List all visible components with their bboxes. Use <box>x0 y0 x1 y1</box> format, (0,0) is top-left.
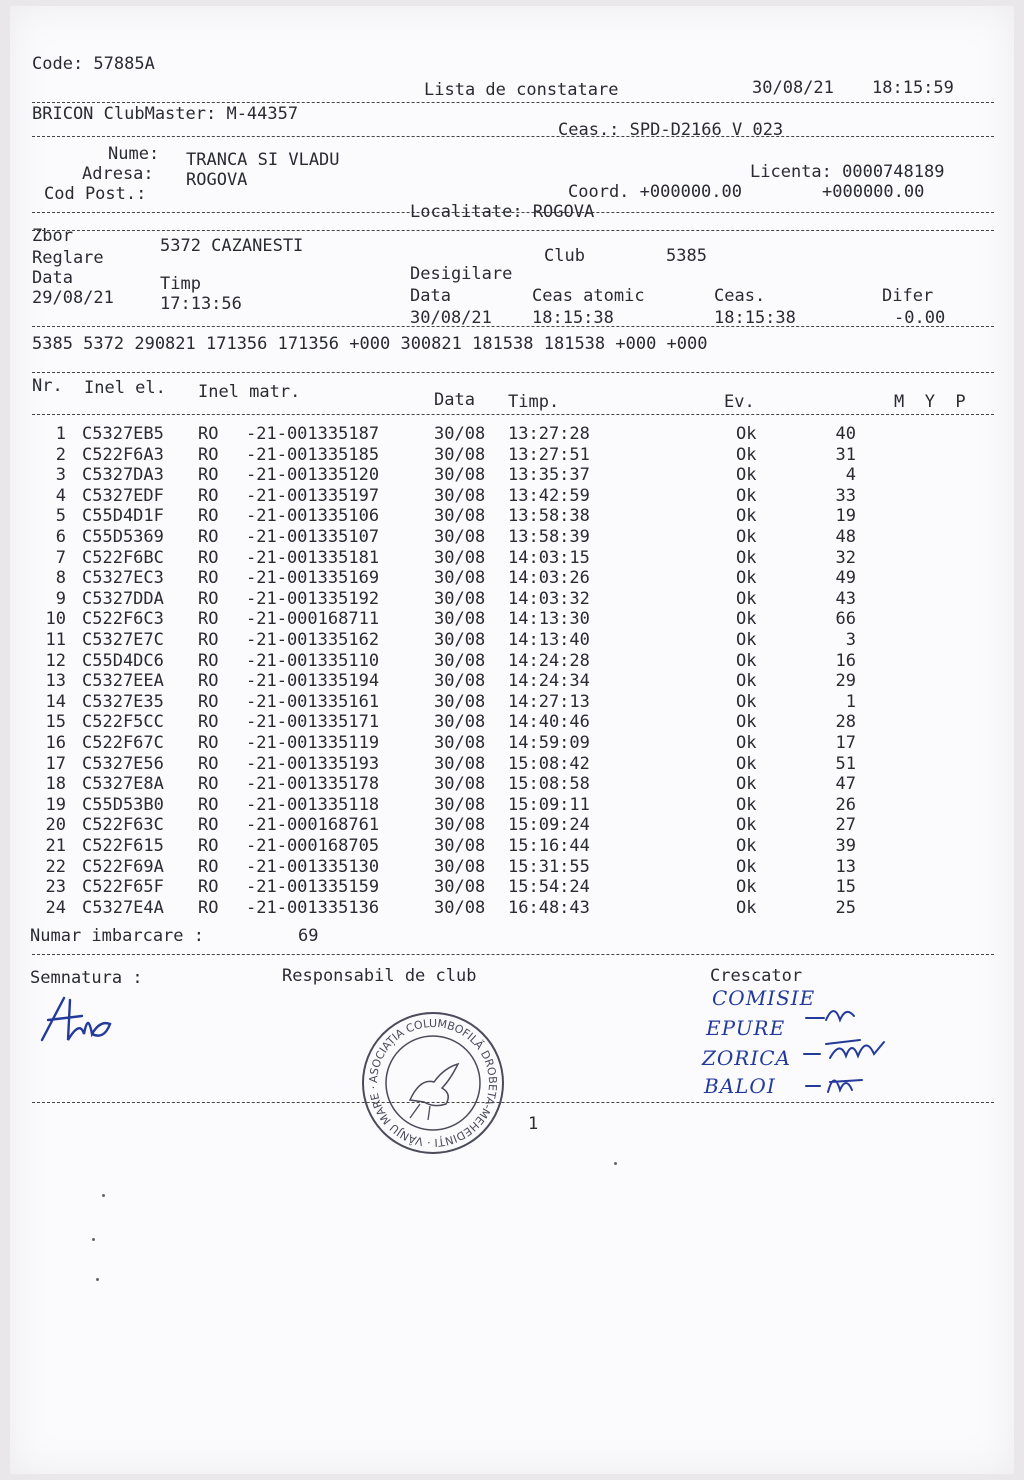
row-ring-matr: -21-001335178 <box>246 774 380 795</box>
table-row <box>10 795 1014 816</box>
row-country: RO <box>198 424 219 444</box>
row-nr: 24 <box>45 897 66 918</box>
license: Licenta: 0000748189 <box>750 162 945 182</box>
col-nr: Nr. <box>32 376 63 396</box>
row-date: 30/08 <box>434 815 486 836</box>
row-event: Ok <box>736 444 757 465</box>
divider <box>32 414 994 415</box>
row-date: 30/08 <box>434 774 486 795</box>
row-time: 13:35:37 <box>508 465 590 486</box>
row-ring-el: C55D53B0 <box>82 794 164 815</box>
handwritten-name-3: BALOI <box>704 1074 776 1098</box>
row-event: Ok <box>736 733 757 753</box>
row-position: 28 <box>835 712 856 733</box>
row-time: 13:58:38 <box>508 506 590 527</box>
row-position: 32 <box>835 547 856 568</box>
row-position: 16 <box>835 650 856 671</box>
row-country: RO <box>198 547 219 568</box>
row-country: RO <box>198 671 219 692</box>
table-row <box>10 630 1014 651</box>
row-ring-matr: -21-001335181 <box>246 547 380 568</box>
postal-code-label: Cod Post.: <box>44 184 147 204</box>
row-date: 30/08 <box>434 753 486 774</box>
row-event: Ok <box>736 671 757 692</box>
row-date: 30/08 <box>434 712 486 733</box>
row-country: RO <box>198 897 219 918</box>
divider <box>32 954 994 955</box>
table-row <box>10 733 1014 754</box>
row-position: 3 <box>845 630 856 650</box>
table-row <box>10 712 1014 733</box>
row-date: 30/08 <box>434 794 486 815</box>
clock-time: 18:15:38 <box>714 308 796 328</box>
row-time: 15:08:58 <box>508 774 590 795</box>
clock-label: Ceas.: SPD-D2166 V 023 <box>558 120 784 140</box>
row-nr: 11 <box>45 630 66 650</box>
row-event: Ok <box>736 630 757 650</box>
row-position: 40 <box>835 424 856 444</box>
table-row <box>10 815 1014 836</box>
col-time: Timp. <box>508 392 560 412</box>
row-country: RO <box>198 630 219 650</box>
divider <box>32 1102 994 1103</box>
stamp-text: ASOCIAȚIA COLUMBOFILĂ DROBETA-MEHEDINȚI · VÂNJU MARE · <box>366 1016 500 1150</box>
table-row <box>10 486 1014 507</box>
row-nr: 22 <box>45 856 66 877</box>
row-position: 1 <box>845 691 856 712</box>
row-time: 14:40:46 <box>508 712 590 733</box>
code-label: Code: 57885A <box>32 54 155 74</box>
unsealing-date: 30/08/21 <box>410 308 492 328</box>
divider <box>32 326 994 327</box>
setting-date-label: Data <box>32 268 73 288</box>
row-country: RO <box>198 856 219 877</box>
row-time: 15:08:42 <box>508 753 590 774</box>
row-nr: 20 <box>45 815 66 836</box>
row-country: RO <box>198 465 219 486</box>
row-time: 13:27:51 <box>508 444 590 465</box>
table-row <box>10 609 1014 630</box>
row-position: 39 <box>835 836 856 856</box>
row-nr: 13 <box>45 671 66 692</box>
divider <box>32 136 994 137</box>
row-nr: 15 <box>45 712 66 733</box>
page-number: 1 <box>528 1114 539 1134</box>
club-stamp <box>358 1008 508 1158</box>
row-position: 17 <box>835 733 856 753</box>
row-nr: 12 <box>45 650 66 671</box>
row-nr: 9 <box>55 588 66 609</box>
row-ring-matr: -21-001335171 <box>246 712 380 733</box>
row-event: Ok <box>736 568 757 589</box>
row-event: Ok <box>736 856 757 877</box>
table-row <box>10 754 1014 775</box>
setting-label: Reglare <box>32 248 104 268</box>
table-row <box>10 651 1014 672</box>
setting-date: 29/08/21 <box>32 288 114 308</box>
row-date: 30/08 <box>434 568 486 589</box>
table-row <box>10 568 1014 589</box>
row-event: Ok <box>736 712 757 733</box>
row-ring-el: C5327E56 <box>82 753 164 774</box>
row-nr: 1 <box>55 424 66 444</box>
row-ring-matr: -21-001335162 <box>246 630 380 650</box>
table-row <box>10 506 1014 527</box>
row-country: RO <box>198 774 219 795</box>
row-event: Ok <box>736 424 757 444</box>
signature-label: Semnatura : <box>30 968 143 988</box>
row-date: 30/08 <box>434 465 486 486</box>
row-country: RO <box>198 877 219 898</box>
row-date: 30/08 <box>434 588 486 609</box>
club-value: 5385 <box>666 246 707 266</box>
divider <box>32 102 994 103</box>
handwritten-name-2: ZORICA <box>702 1046 791 1070</box>
table-row <box>10 589 1014 610</box>
row-country: RO <box>198 609 219 630</box>
row-event: Ok <box>736 815 757 836</box>
row-date: 30/08 <box>434 733 486 753</box>
handwritten-commission: COMISIE <box>712 986 816 1010</box>
row-position: 66 <box>835 609 856 630</box>
row-country: RO <box>198 712 219 733</box>
table-row <box>10 548 1014 569</box>
row-date: 30/08 <box>434 444 486 465</box>
row-ring-el: C5327E7C <box>82 630 164 650</box>
club-label: Club <box>544 246 585 266</box>
row-country: RO <box>198 691 219 712</box>
table-row <box>10 774 1014 795</box>
row-ring-matr: -21-001335192 <box>246 588 380 609</box>
row-country: RO <box>198 527 219 547</box>
row-country: RO <box>198 836 219 856</box>
col-date: Data <box>434 390 475 410</box>
table-row <box>10 836 1014 857</box>
row-date: 30/08 <box>434 485 486 506</box>
row-nr: 6 <box>55 527 66 547</box>
row-position: 27 <box>835 815 856 836</box>
row-date: 30/08 <box>434 609 486 630</box>
row-position: 43 <box>835 588 856 609</box>
row-nr: 18 <box>45 774 66 795</box>
row-country: RO <box>198 753 219 774</box>
table-row <box>10 465 1014 486</box>
row-event: Ok <box>736 897 757 918</box>
row-country: RO <box>198 568 219 589</box>
row-ring-el: C5327EDF <box>82 485 164 506</box>
row-time: 13:42:59 <box>508 485 590 506</box>
row-date: 30/08 <box>434 547 486 568</box>
initials-scribbles <box>800 996 910 1106</box>
row-date: 30/08 <box>434 506 486 527</box>
row-ring-matr: -21-000168711 <box>246 609 380 630</box>
row-position: 31 <box>835 444 856 465</box>
row-date: 30/08 <box>434 630 486 650</box>
row-ring-matr: -21-001335119 <box>246 733 380 753</box>
table-row <box>10 527 1014 548</box>
row-time: 14:03:32 <box>508 588 590 609</box>
row-date: 30/08 <box>434 877 486 898</box>
row-ring-matr: -21-001335118 <box>246 794 380 815</box>
club-officer-label: Responsabil de club <box>282 966 477 986</box>
row-position: 4 <box>845 465 856 486</box>
flight-value: 5372 CAZANESTI <box>160 236 304 256</box>
row-ring-matr: -21-001335193 <box>246 753 380 774</box>
boarding-count: 69 <box>298 926 319 946</box>
handwritten-name-1: EPURE <box>706 1016 786 1040</box>
row-nr: 17 <box>45 753 66 774</box>
row-event: Ok <box>736 485 757 506</box>
row-nr: 16 <box>45 733 66 753</box>
row-date: 30/08 <box>434 424 486 444</box>
table-row <box>10 445 1014 466</box>
row-position: 15 <box>835 877 856 898</box>
row-position: 49 <box>835 568 856 589</box>
row-ring-el: C5327E4A <box>82 897 164 918</box>
row-time: 15:54:24 <box>508 877 590 898</box>
row-time: 14:24:28 <box>508 650 590 671</box>
col-ring-matr: Inel matr. <box>198 382 301 402</box>
row-ring-el: C5327DA3 <box>82 465 164 486</box>
row-event: Ok <box>736 527 757 547</box>
row-ring-el: C522F6A3 <box>82 444 164 465</box>
row-country: RO <box>198 733 219 753</box>
row-position: 25 <box>835 897 856 918</box>
table-row <box>10 424 1014 445</box>
row-event: Ok <box>736 691 757 712</box>
row-country: RO <box>198 485 219 506</box>
row-ring-matr: -21-001335185 <box>246 444 380 465</box>
setting-time-label: Timp <box>160 274 201 294</box>
breeder-label: Crescator <box>710 966 803 986</box>
row-position: 51 <box>835 753 856 774</box>
difference-value: -0.00 <box>894 308 946 328</box>
row-ring-el: C522F6C3 <box>82 609 164 630</box>
document-title: Lista de constatare <box>424 80 619 100</box>
row-date: 30/08 <box>434 856 486 877</box>
row-ring-matr: -21-001335161 <box>246 691 380 712</box>
row-time: 14:24:34 <box>508 671 590 692</box>
row-country: RO <box>198 650 219 671</box>
row-position: 13 <box>835 856 856 877</box>
code-line: 5385 5372 290821 171356 171356 +000 300821 181538 181538 +000 +000 <box>32 334 708 354</box>
address-label: Adresa: <box>82 164 154 184</box>
row-event: Ok <box>736 836 757 856</box>
row-ring-el: C5327EB5 <box>82 424 164 444</box>
row-ring-matr: -21-000168705 <box>246 836 380 856</box>
signature-scribble <box>34 990 124 1050</box>
col-ring-el: Inel el. <box>84 378 166 398</box>
system-label: BRICON ClubMaster: M-44357 <box>32 104 299 124</box>
table-row <box>10 857 1014 878</box>
row-ring-matr: -21-001335169 <box>246 568 380 589</box>
row-country: RO <box>198 444 219 465</box>
row-event: Ok <box>736 506 757 527</box>
row-ring-el: C5327E35 <box>82 691 164 712</box>
row-time: 15:09:11 <box>508 794 590 815</box>
row-time: 15:31:55 <box>508 856 590 877</box>
row-position: 33 <box>835 485 856 506</box>
unsealing-date-label: Data <box>410 286 451 306</box>
row-date: 30/08 <box>434 527 486 547</box>
row-nr: 4 <box>55 485 66 506</box>
setting-time: 17:13:56 <box>160 294 242 314</box>
row-time: 14:03:15 <box>508 547 590 568</box>
row-ring-matr: -21-001335159 <box>246 877 380 898</box>
row-ring-el: C55D5369 <box>82 527 164 547</box>
row-ring-matr: -21-001335197 <box>246 485 380 506</box>
report-date: 30/08/21 <box>752 78 834 98</box>
row-country: RO <box>198 506 219 527</box>
row-ring-matr: -21-001335120 <box>246 465 380 486</box>
row-date: 30/08 <box>434 897 486 918</box>
row-nr: 14 <box>45 691 66 712</box>
row-event: Ok <box>736 753 757 774</box>
row-ring-el: C55D4DC6 <box>82 650 164 671</box>
row-event: Ok <box>736 465 757 486</box>
unsealing-label: Desigilare <box>410 264 513 284</box>
locality: Localitate: ROGOVA <box>410 202 595 222</box>
divider <box>32 372 994 373</box>
table-row <box>10 671 1014 692</box>
row-time: 14:27:13 <box>508 691 590 712</box>
row-country: RO <box>198 588 219 609</box>
row-ring-matr: -21-001335194 <box>246 671 380 692</box>
row-nr: 3 <box>55 465 66 486</box>
difference-label: Difer <box>882 286 934 306</box>
paper-speck <box>96 1278 99 1281</box>
col-myp: M Y P <box>894 392 966 412</box>
row-country: RO <box>198 794 219 815</box>
row-event: Ok <box>736 794 757 815</box>
row-date: 30/08 <box>434 691 486 712</box>
divider <box>32 230 994 231</box>
row-ring-el: C5327DDA <box>82 588 164 609</box>
row-ring-matr: -21-001335130 <box>246 856 380 877</box>
row-nr: 10 <box>45 609 66 630</box>
paper-speck <box>614 1162 617 1165</box>
row-position: 48 <box>835 527 856 547</box>
row-event: Ok <box>736 588 757 609</box>
row-event: Ok <box>736 547 757 568</box>
row-ring-el: C5327EEA <box>82 671 164 692</box>
coordinates: Coord. +000000.00 <box>568 182 742 202</box>
clock-col-label: Ceas. <box>714 286 766 306</box>
boarding-count-label: Numar imbarcare : <box>30 926 204 946</box>
col-event: Ev. <box>724 392 755 412</box>
row-ring-matr: -21-000168761 <box>246 815 380 836</box>
row-ring-el: C522F65F <box>82 877 164 898</box>
row-country: RO <box>198 815 219 836</box>
row-nr: 8 <box>55 568 66 589</box>
row-ring-matr: -21-001335107 <box>246 527 380 547</box>
document-page <box>10 6 1014 1474</box>
row-ring-matr: -21-001335106 <box>246 506 380 527</box>
owner-name: TRANCA SI VLADU <box>186 150 340 170</box>
paper-speck <box>92 1238 95 1241</box>
row-time: 14:03:26 <box>508 568 590 589</box>
row-event: Ok <box>736 774 757 795</box>
owner-address: ROGOVA <box>186 170 248 190</box>
row-time: 15:09:24 <box>508 815 590 836</box>
row-event: Ok <box>736 609 757 630</box>
row-ring-el: C522F6BC <box>82 547 164 568</box>
row-date: 30/08 <box>434 650 486 671</box>
row-time: 15:16:44 <box>508 836 590 856</box>
row-ring-matr: -21-001335136 <box>246 897 380 918</box>
row-nr: 23 <box>45 877 66 898</box>
atomic-clock-time: 18:15:38 <box>532 308 614 328</box>
flight-label: Zbor <box>32 226 73 246</box>
row-position: 26 <box>835 794 856 815</box>
row-ring-el: C55D4D1F <box>82 506 164 527</box>
row-ring-el: C5327E8A <box>82 774 164 795</box>
row-position: 47 <box>835 774 856 795</box>
row-ring-matr: -21-001335187 <box>246 424 380 444</box>
row-ring-el: C5327EC3 <box>82 568 164 589</box>
atomic-clock-label: Ceas atomic <box>532 286 645 306</box>
row-event: Ok <box>736 650 757 671</box>
row-nr: 19 <box>45 794 66 815</box>
paper-speck <box>102 1194 105 1197</box>
row-ring-el: C522F615 <box>82 836 164 856</box>
row-time: 13:58:39 <box>508 527 590 547</box>
row-position: 29 <box>835 671 856 692</box>
row-ring-el: C522F69A <box>82 856 164 877</box>
report-time: 18:15:59 <box>872 78 954 98</box>
row-date: 30/08 <box>434 671 486 692</box>
name-label: Nume: <box>108 144 160 164</box>
coordinates-2: +000000.00 <box>822 182 925 202</box>
row-ring-el: C522F63C <box>82 815 164 836</box>
row-nr: 5 <box>55 506 66 527</box>
row-nr: 7 <box>55 547 66 568</box>
table-row <box>10 877 1014 898</box>
row-time: 13:27:28 <box>508 424 590 444</box>
row-ring-el: C522F67C <box>82 733 164 753</box>
row-event: Ok <box>736 877 757 898</box>
row-time: 16:48:43 <box>508 897 590 918</box>
row-date: 30/08 <box>434 836 486 856</box>
row-nr: 21 <box>45 836 66 856</box>
row-time: 14:13:40 <box>508 630 590 650</box>
row-time: 14:13:30 <box>508 609 590 630</box>
row-nr: 2 <box>55 444 66 465</box>
table-row <box>10 692 1014 713</box>
table-row <box>10 898 1014 919</box>
row-ring-el: C522F5CC <box>82 712 164 733</box>
row-time: 14:59:09 <box>508 733 590 753</box>
row-position: 19 <box>835 506 856 527</box>
row-ring-matr: -21-001335110 <box>246 650 380 671</box>
